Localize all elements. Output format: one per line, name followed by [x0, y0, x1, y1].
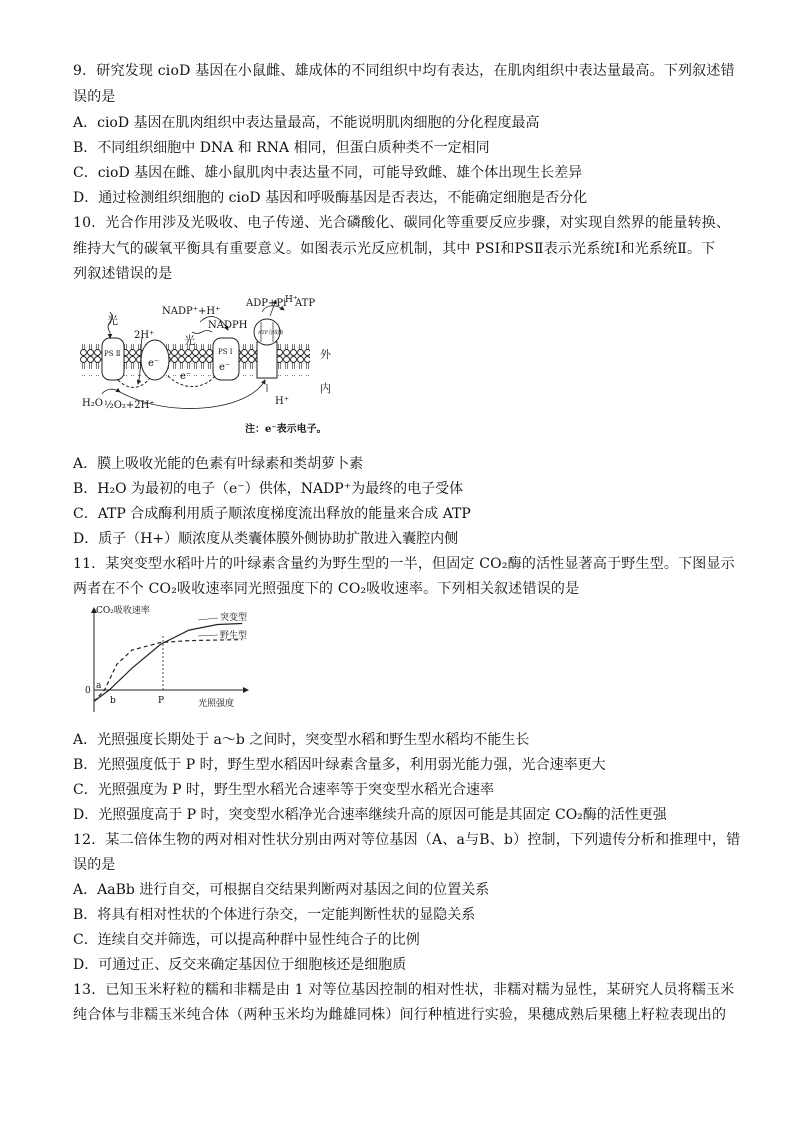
q12-option-d: D．可通过正、反交来确定基因位于细胞核还是细胞质: [73, 957, 407, 973]
q12-stem-line2: 误的是: [73, 857, 116, 873]
electron-label-1: e⁻: [148, 358, 160, 369]
q9-option-c: C．cioD 基因在雌、雄小鼠肌肉中表达量不同，可能导致雌、雄个体出现生长差异: [73, 165, 583, 181]
q11-option-c: C．光照强度为 P 时，野生型水稻光合速率等于突变型水稻光合速率: [73, 782, 495, 798]
q9-option-d: D．通过检测组织细胞的 cioD 基因和呼吸酶基因是否表达，不能确定细胞是否分化: [73, 190, 588, 206]
nadp-label: NADP⁺+H⁺: [162, 306, 221, 317]
co2-light-chart: [80, 600, 260, 718]
y-tick-zero: 0: [85, 686, 91, 696]
light-label-ps2: 光: [107, 314, 118, 327]
q12-option-a: A．AaBb 进行自交，可根据自交结果判断两对基因之间的位置关系: [73, 882, 490, 898]
co2-chart-svg: [80, 600, 260, 718]
ps2-label: PS Ⅱ: [104, 350, 121, 358]
atp-synthase-label: ATP合成酶: [258, 330, 284, 336]
water-label: H₂O: [82, 398, 103, 409]
oxygen-label: ½O₂+2H⁺: [104, 400, 155, 411]
x-tick-p: P: [158, 696, 165, 706]
light-reaction-figure: [80, 292, 360, 440]
ps2-complex: [102, 338, 124, 380]
adp-pi-label: ADP+Pi: [246, 298, 287, 309]
electron-label-3: e⁻: [219, 362, 231, 373]
legend-wild: 野生型: [220, 631, 248, 641]
q11-option-b: B．光照强度低于 P 时，野生型水稻因叶绿素含量多，利用弱光能力强，光合速率更大: [73, 757, 606, 773]
q13-stem-line1: 13．已知玉米籽粒的糯和非糯是由 1 对等位基因控制的相对性状，非糯对糯为显性，某研究人员将糯玉米: [73, 982, 735, 998]
y-axis-label: CO₂吸收速率: [96, 606, 150, 616]
proton-top-label: H⁺: [285, 295, 298, 305]
q11-stem-line2: 两者在不个 CO₂吸收速率同光照强度下的 CO₂吸收速率。下列相关叙述错误的是: [73, 581, 580, 597]
q12-option-c: C．连续自交并筛选，可以提高种群中显性纯合子的比例: [73, 932, 420, 948]
proton-bottom-label: H⁺: [275, 396, 289, 407]
q9-stem-line2: 误的是: [73, 89, 116, 105]
q11-option-a: A．光照强度长期处于 a～b 之间时，突变型水稻和野生型水稻均不能生长: [73, 732, 530, 748]
legend-mutant: 突变型: [220, 613, 248, 623]
inside-label: 内: [320, 382, 331, 395]
q9-option-a: A．cioD 基因在肌肉组织中表达量最高，不能说明肌肉细胞的分化程度最高: [73, 115, 540, 131]
wild-type-curve: [94, 640, 242, 702]
q10-option-d: D．质子（H+）顺浓度从类囊体膜外侧协助扩散进入囊腔内侧: [73, 531, 459, 547]
q10-stem-line2: 维持大气的碳氧平衡具有重要意义。如图表示光反应机制，其中 PSI和PSⅡ表示光系统Ⅰ和光系统Ⅱ。下: [73, 241, 716, 257]
q10-stem-line1: 10．光合作用涉及光吸收、电子传递、光合磷酸化、碳同化等重要反应步骤，对实现自然界的能量转换、: [73, 215, 731, 231]
q13-stem-line2: 纯合体与非糯玉米纯合体（两种玉米均为雌雄同株）间行种植进行实验，果穗成熟后果穗上籽粒表现出的: [73, 1007, 727, 1023]
light-label-ps1: 光: [184, 334, 195, 347]
proton-2h-label: 2H⁺: [134, 330, 155, 341]
q11-stem-line1: 11．某突变型水稻叶片的叶绿素含量约为野生型的一半，但固定 CO₂酶的活性显著高于野生型。下图显示: [73, 556, 735, 572]
q9-option-b: B．不同组织细胞中 DNA 和 RNA 相同，但蛋白质种类不一定相同: [73, 140, 490, 156]
x-axis-label: 光照强度: [198, 699, 235, 709]
q12-stem-line1: 12．某二倍体生物的两对相对性状分别由两对等位基因（A、a与B、b）控制，下列遗传分析和推理中，错: [73, 832, 741, 848]
figure-note: 注：e⁻表示电子。: [245, 424, 327, 435]
legend-leader-1: [198, 635, 218, 636]
ps1-complex: [213, 338, 239, 380]
q10-option-c: C．ATP 合成酶利用质子顺浓度梯度流出释放的能量来合成 ATP: [73, 506, 471, 522]
q10-option-a: A．膜上吸收光能的色素有叶绿素和类胡萝卜素: [73, 456, 364, 472]
outside-label: 外: [320, 348, 331, 361]
nadph-label: NADPH: [208, 320, 248, 331]
light-reaction-diagram: [80, 292, 360, 440]
atp-label: ATP: [295, 298, 316, 309]
q9-stem-line1: 9．研究发现 cioD 基因在小鼠雌、雄成体的不同组织中均有表达，在肌肉组织中表达量最高。下列叙述错: [73, 63, 735, 79]
x-tick-b: b: [110, 696, 116, 706]
q11-option-d: D．光照强度高于 P 时，突变型水稻净光合速率继续升高的原因可能是其固定 CO₂酶的活性更强: [73, 807, 667, 823]
ps1-label: PS Ⅰ: [218, 348, 233, 356]
electron-label-2: e⁻: [180, 371, 192, 382]
q10-stem-line3: 列叙述错误的是: [73, 266, 173, 282]
q10-option-b: B．H₂O 为最初的电子（e⁻）供体，NADP⁺为最终的电子受体: [73, 481, 464, 497]
q12-option-b: B．将具有相对性状的个体进行杂交，一定能判断性状的显隐关系: [73, 907, 476, 923]
atp-synthase-channel: [257, 342, 277, 378]
legend-leader-0: [198, 618, 218, 620]
y-tick-a: a: [96, 681, 102, 691]
